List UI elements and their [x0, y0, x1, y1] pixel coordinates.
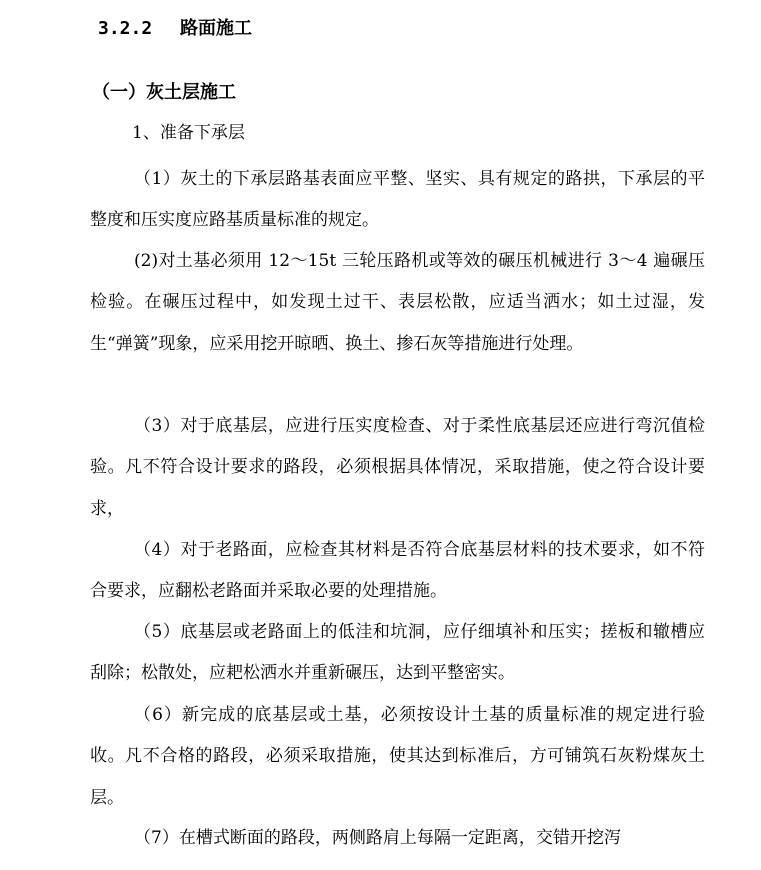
paragraph-6: （6）新完成的底基层或土基，必须按设计土基的质量标准的规定进行验收。凡不合格的路段，必须采取措施，使其达到标准后，方可铺筑石灰粉煤灰土层。: [90, 705, 705, 808]
step-heading: 1、准备下承层: [132, 123, 245, 143]
paragraph-1: （1）灰土的下承层路基表面应平整、坚实、具有规定的路拱，下承层的平整度和压实度应路基质量标准的规定。: [90, 169, 705, 231]
paragraph-2: (2)对土基必须用 12～15t 三轮压路机或等效的碾压机械进行 3～4 遍碾压检验。在碾压过程中，如发现土过干、表层松散，应适当洒水；如土过湿，发生“弹簧”现象，应采用挖开晾晒、换土、掺石灰等措施进行处理。: [90, 251, 705, 354]
section-title: 路面施工: [180, 18, 252, 39]
paragraph-4: （4）对于老路面，应检查其材料是否符合底基层材料的技术要求，如不符合要求，应翻松老路面并采取必要的处理措施。: [90, 540, 705, 602]
section-heading: [98, 16, 252, 42]
paragraph-7: （7）在槽式断面的路段，两侧路肩上每隔一定距离，交错开挖泻: [134, 828, 621, 848]
section-number: 3.2.2: [98, 18, 153, 39]
paragraph-5: （5）底基层或老路面上的低洼和坑洞，应仔细填补和压实；搓板和辙槽应刮除；松散处，应耙松洒水并重新碾压，达到平整密实。: [90, 622, 705, 684]
subsection-heading: （一）灰土层施工: [92, 82, 236, 103]
paragraph-3: （3）对于底基层，应进行压实度检查、对于柔性底基层还应进行弯沉值检验。凡不符合设计要求的路段，必须根据具体情况，采取措施，使之符合设计要求，: [90, 416, 705, 519]
